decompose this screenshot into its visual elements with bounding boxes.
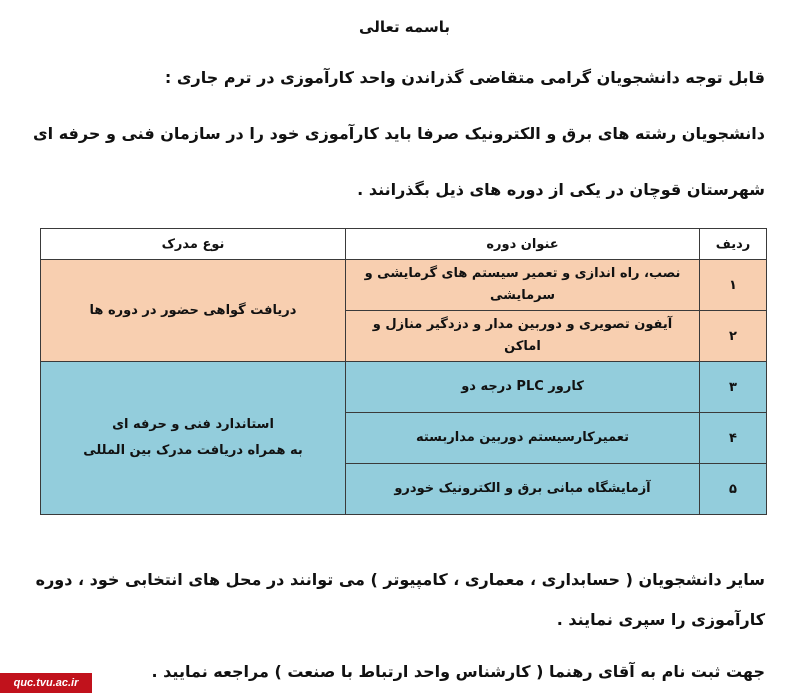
header-row-number: ردیف [700, 229, 767, 260]
row-number: ۵ [700, 464, 767, 515]
course-title: نصب، راه اندازی و تعمیر سیستم های گرمایشی و سرمایشی [346, 260, 700, 311]
course-title: کارور PLC درجه دو [346, 362, 700, 413]
header-course-title: عنوان دوره [346, 229, 700, 260]
header-certificate-type: نوع مدرک [41, 229, 346, 260]
certificate-group-2 [41, 362, 346, 515]
outro-line-1: سایر دانشجویان ( حسابداری ، معماری ، کامپیوتر ) می توانند در محل های انتخابی خود ، دوره [35, 570, 765, 589]
intro-line-2: دانشجویان رشته های برق و الکترونیک صرفا باید کارآموزی خود را در سازمان فنی و حرفه ای [33, 124, 765, 143]
row-number: ۲ [700, 311, 767, 362]
certificate-group-2-line-2: به همراه دریافت مدرک بین المللی [83, 443, 303, 458]
row-number: ۱ [700, 260, 767, 311]
certificate-group-2-line-1: استاندارد فنی و حرفه ای [112, 417, 274, 432]
row-number: ۳ [700, 362, 767, 413]
courses-table [40, 228, 767, 515]
row-number: ۴ [700, 413, 767, 464]
intro-line-3: شهرستان قوچان در یکی از دوره های ذیل بگذرانند . [357, 180, 765, 199]
outro-line-3: جهت ثبت نام به آقای رهنما ( کارشناس واحد ارتباط با صنعت ) مراجعه نمایید . [151, 662, 765, 681]
course-title: آیفون تصویری و دوربین مدار و دزدگیر منازل و اماکن [346, 311, 700, 362]
table-row [41, 362, 767, 413]
course-title: تعمیرکارسیستم دوربین مداربسته [346, 413, 700, 464]
table-row [41, 260, 767, 311]
outro-line-2: کارآموزی را سپری نمایند . [556, 610, 765, 629]
intro-line-1: قابل توجه دانشجویان گرامی متقاضی گذراندن واحد کارآموزی در ترم جاری : [164, 68, 765, 87]
table-header-row [41, 229, 767, 260]
course-title: آزمایشگاه مبانی برق و الکترونیک خودرو [346, 464, 700, 515]
page-heading: باسمه تعالی [359, 18, 450, 36]
certificate-group-1: دریافت گواهی حضور در دوره ها [41, 260, 346, 362]
site-watermark: quc.tvu.ac.ir [0, 673, 92, 693]
